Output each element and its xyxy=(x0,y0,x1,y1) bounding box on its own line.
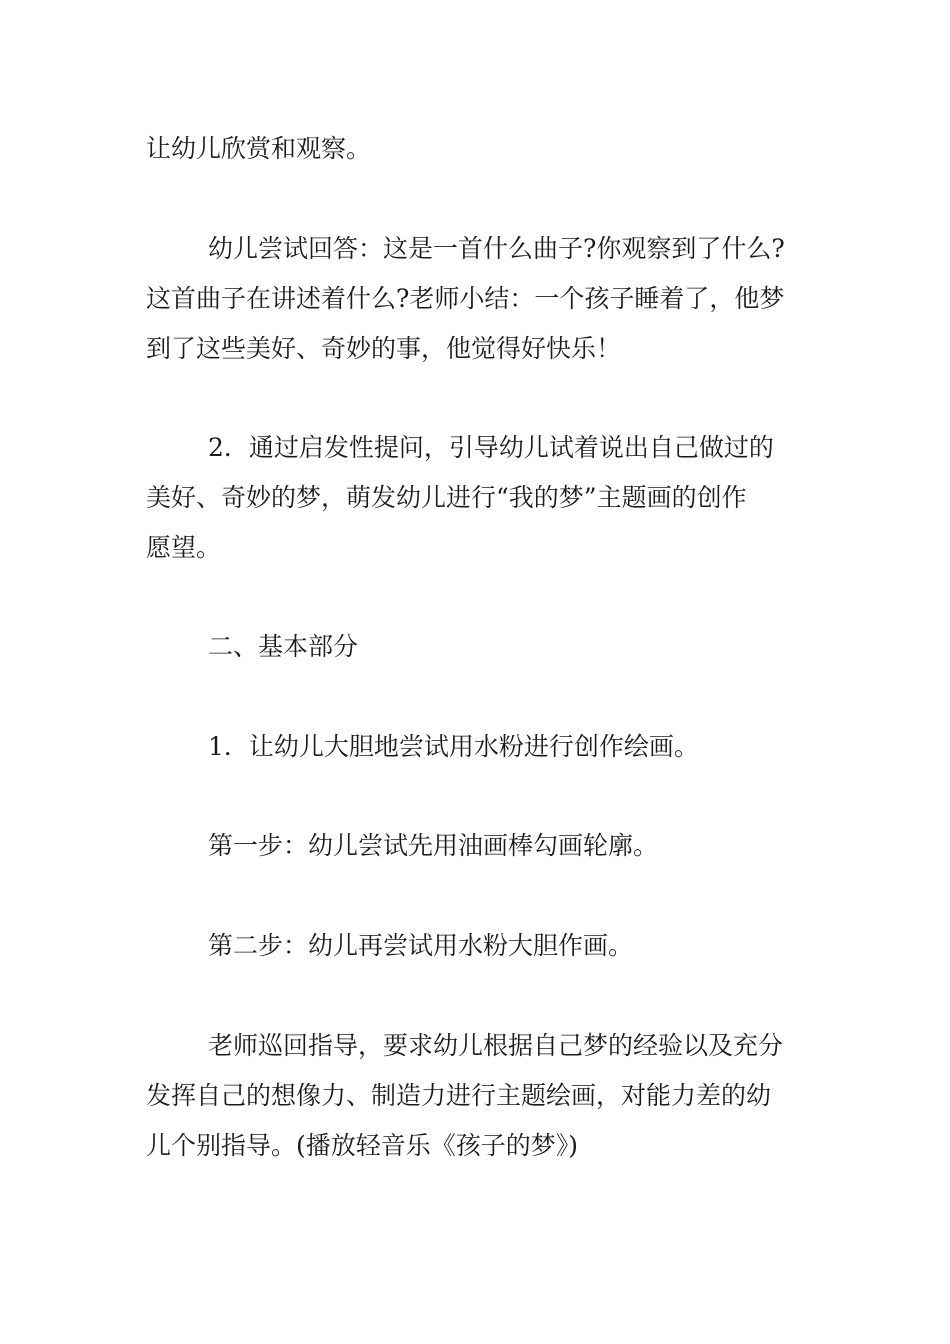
text-line: 幼儿尝试回答：这是一首什么曲子?你观察到了什么? xyxy=(208,234,785,263)
text-line: 2．通过启发性提问，引导幼儿试着说出自己做过的 xyxy=(208,433,774,462)
text-line: 美好、奇妙的梦，萌发幼儿进行“我的梦”主题画的创作 xyxy=(146,483,747,512)
text-line: 这首曲子在讲述着什么?老师小结：一个孩子睡着了，他梦 xyxy=(146,284,785,313)
text-line: 第二步：幼儿再尝试用水粉大胆作画。 xyxy=(208,931,634,960)
paragraph-closing-line xyxy=(146,124,808,174)
text-line: 发挥自己的想像力、制造力进行主题绘画，对能力差的幼 xyxy=(146,1081,772,1110)
text-line: 1．让幼儿大胆地尝试用水粉进行创作绘画。 xyxy=(208,732,699,761)
text-line: 儿个别指导。(播放轻音乐《孩子的梦》) xyxy=(146,1131,579,1160)
text-line: 让幼儿欣赏和观察。 xyxy=(146,134,372,163)
text-line: 到了这些美好、奇妙的事，他觉得好快乐！ xyxy=(146,334,622,363)
paragraph-first-step xyxy=(146,821,808,871)
paragraph-teacher-guidance xyxy=(146,1021,808,1171)
paragraph-step-1-painting xyxy=(146,722,808,772)
text-line: 第一步：幼儿尝试先用油画棒勾画轮廓。 xyxy=(208,831,659,860)
paragraph-step-2 xyxy=(146,423,808,573)
paragraph-second-step xyxy=(146,921,808,971)
paragraph-children-answer xyxy=(146,224,808,374)
text-line: 二、基本部分 xyxy=(208,632,359,661)
text-line: 愿望。 xyxy=(146,533,222,562)
text-line: 老师巡回指导，要求幼儿根据自己梦的经验以及充分 xyxy=(208,1031,784,1060)
section-heading-basic xyxy=(146,622,808,672)
